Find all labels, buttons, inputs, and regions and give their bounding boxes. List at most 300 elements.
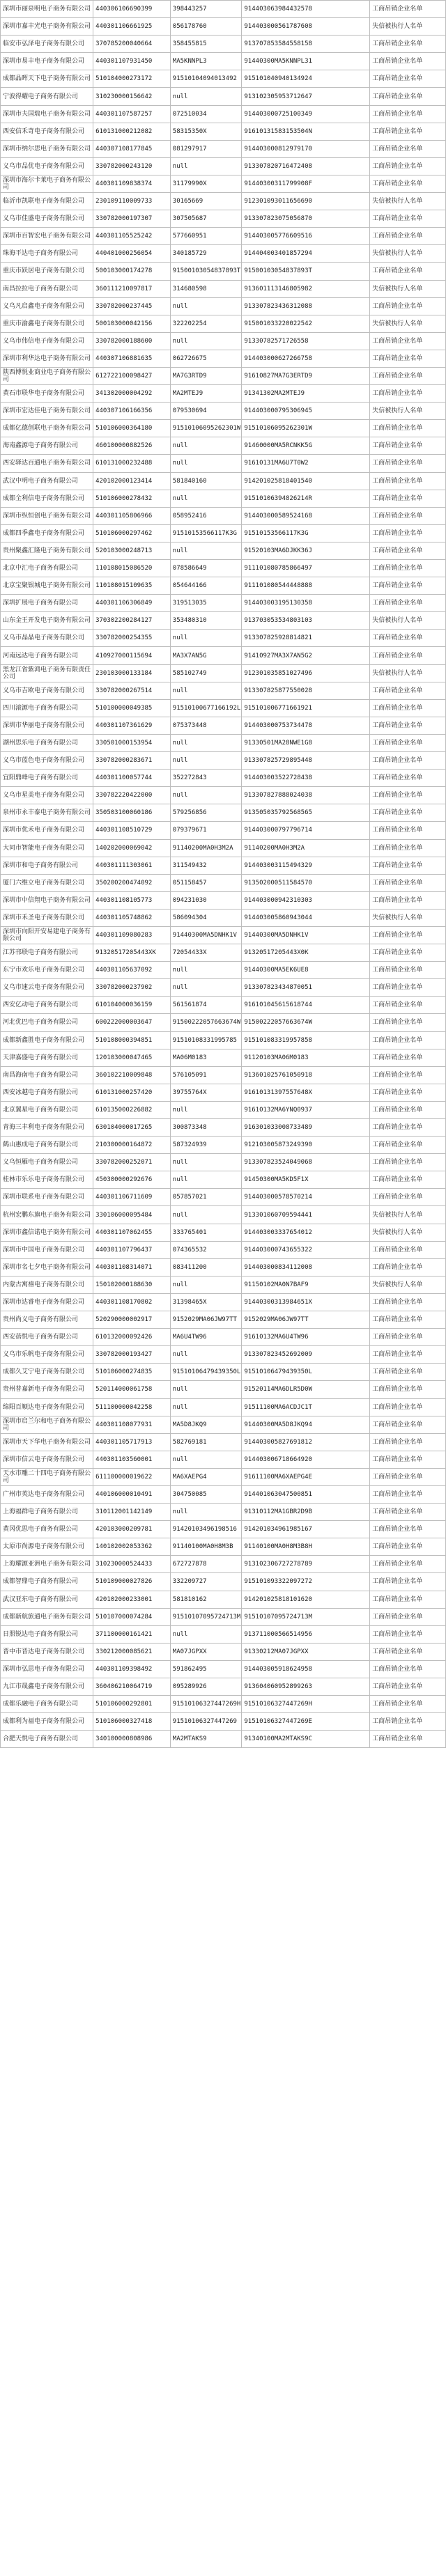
org-code-cell: 314680598	[170, 280, 242, 297]
table-row	[1, 752, 446, 770]
registration-number-cell: 440301105717913	[93, 1433, 171, 1451]
list-type-cell: 工商吊销企业名单	[370, 88, 446, 105]
company-name-cell: 天津嘉盛电子商务有限公司	[1, 1049, 93, 1066]
company-name-cell: 深圳市易丰电子商务有限公司	[1, 53, 93, 70]
table-row	[1, 1154, 446, 1171]
org-code-cell: null	[170, 1451, 242, 1468]
credit-code-cell: 911101080544448888	[242, 577, 370, 595]
org-code-cell: 31398465X	[170, 1293, 242, 1311]
org-code-cell: MA2MTAKS9	[170, 1731, 242, 1748]
table-row	[1, 350, 446, 367]
registration-number-cell: 510106000292801	[93, 1696, 171, 1713]
list-type-cell: 工商吊销企业名单	[370, 1713, 446, 1731]
table-row	[1, 123, 446, 140]
credit-code-cell: 913307820716472408	[242, 157, 370, 175]
list-type-cell: 工商吊销企业名单	[370, 1, 446, 18]
table-row	[1, 88, 446, 105]
company-name-cell: 深圳市启兰尔和电子商务有限公司	[1, 1416, 93, 1433]
company-name-cell: 成都智鼎电子商务有限公司	[1, 1573, 93, 1591]
list-type-cell: 工商吊销企业名单	[370, 175, 446, 192]
registration-number-cell: 440301108314071	[93, 1258, 171, 1276]
company-name-cell: 深圳市禾圣电子商务有限公司	[1, 909, 93, 926]
company-name-cell: 义乌市晶晶电子商务有限公司	[1, 630, 93, 647]
credit-code-cell: 914403003195130358	[242, 595, 370, 612]
company-name-cell: 厦门六维立电子商务有限公司	[1, 874, 93, 891]
org-code-cell: null	[170, 979, 242, 997]
org-code-cell: 91510153566117K3G	[170, 524, 242, 542]
credit-code-cell: 914403000942310303	[242, 891, 370, 909]
company-name-cell: 江苏邗联电子商务有限公司	[1, 944, 93, 962]
list-type-cell: 工商吊销企业名单	[370, 1678, 446, 1696]
registration-number-cell: 510104000273172	[93, 70, 171, 88]
list-type-cell: 工商吊销企业名单	[370, 1049, 446, 1066]
registration-number-cell: 330782220422000	[93, 787, 171, 804]
org-code-cell: null	[170, 1101, 242, 1118]
credit-code-cell: 91510107095724713M	[242, 1608, 370, 1625]
table-row	[1, 420, 446, 437]
table-row	[1, 228, 446, 245]
list-type-cell: 工商吊销企业名单	[370, 1608, 446, 1625]
list-type-cell: 失信被执行人名单	[370, 245, 446, 263]
table-row	[1, 909, 446, 926]
credit-code-cell: 91340100MA2MTAKS9C	[242, 1731, 370, 1748]
registration-number-cell: 440301106661925	[93, 18, 171, 36]
list-type-cell: 工商吊销企业名单	[370, 647, 446, 664]
list-type-cell: 工商吊销企业名单	[370, 839, 446, 857]
credit-code-cell: 914403000834112008	[242, 1258, 370, 1276]
registration-number-cell: 440301107361629	[93, 717, 171, 734]
list-type-cell: 工商吊销企业名单	[370, 1329, 446, 1346]
registration-number-cell: 520114000061758	[93, 1381, 171, 1398]
list-type-cell: 工商吊销企业名单	[370, 472, 446, 490]
table-row	[1, 612, 446, 630]
list-type-cell: 工商吊销企业名单	[370, 1398, 446, 1416]
credit-code-cell: 916101045615618744	[242, 997, 370, 1014]
registration-number-cell: 330782000283671	[93, 752, 171, 770]
org-code-cell: 31179990X	[170, 175, 242, 192]
registration-number-cell: 370785200040664	[93, 36, 171, 53]
list-type-cell: 工商吊销企业名单	[370, 1293, 446, 1311]
credit-code-cell: 91500222057663674W	[242, 1014, 370, 1031]
list-type-cell: 工商吊销企业名单	[370, 228, 446, 245]
table-row	[1, 595, 446, 612]
table-row	[1, 245, 446, 263]
org-code-cell: null	[170, 630, 242, 647]
registration-number-cell: 140102002053362	[93, 1538, 171, 1556]
credit-code-cell: 91520103MA6DJKK36J	[242, 542, 370, 559]
credit-code-cell: 91440300311799908F	[242, 175, 370, 192]
registration-number-cell: 410927000115694	[93, 647, 171, 664]
registration-number-cell: 510108000394851	[93, 1031, 171, 1049]
table-row	[1, 1625, 446, 1643]
company-name-cell: 深圳市宏达佳电子商务有限公司	[1, 403, 93, 420]
credit-code-cell: 913505035792568565	[242, 804, 370, 822]
table-row	[1, 1398, 446, 1416]
org-code-cell: 579256856	[170, 804, 242, 822]
credit-code-cell: 91510106095262301W	[242, 420, 370, 437]
credit-code-cell: 914403005776609516	[242, 228, 370, 245]
org-code-cell: 561561874	[170, 997, 242, 1014]
company-name-cell: 重庆市跃居电子商务有限公司	[1, 263, 93, 280]
company-name-cell: 临沂市凯联电子商务有限公司	[1, 193, 93, 210]
org-code-cell: MA3X7AN5G	[170, 647, 242, 664]
table-row	[1, 1381, 446, 1398]
org-code-cell: null	[170, 1276, 242, 1293]
table-row	[1, 1573, 446, 1591]
org-code-cell: 672727878	[170, 1556, 242, 1573]
company-name-cell: 鹤山惠成电子商务有限公司	[1, 1137, 93, 1154]
registration-number-cell: 612722100098427	[93, 367, 171, 384]
registration-number-cell: 440301111303061	[93, 857, 171, 874]
org-code-cell: null	[170, 734, 242, 751]
table-row	[1, 1189, 446, 1206]
registration-number-cell: 510106000274835	[93, 1364, 171, 1381]
table-row	[1, 804, 446, 822]
org-code-cell: null	[170, 1398, 242, 1416]
registration-number-cell: 520103000248713	[93, 542, 171, 559]
credit-code-cell: 91330782571726558	[242, 332, 370, 350]
credit-code-cell: 91140200MA0H3M2A	[242, 839, 370, 857]
list-type-cell: 工商吊销企业名单	[370, 1416, 446, 1433]
table-row	[1, 944, 446, 962]
org-code-cell: null	[170, 682, 242, 699]
credit-code-cell: 913307825877550028	[242, 682, 370, 699]
org-code-cell: 079379671	[170, 822, 242, 839]
list-type-cell: 工商吊销企业名单	[370, 699, 446, 717]
company-name-cell: 河南远达电子商务有限公司	[1, 647, 93, 664]
table-row	[1, 962, 446, 979]
org-code-cell: 91140100MA0H8M3B	[170, 1538, 242, 1556]
credit-code-cell: 915001033220022542	[242, 315, 370, 332]
credit-code-cell: 91330501MA28NWE1G8	[242, 734, 370, 751]
registration-number-cell: 330212000085621	[93, 1643, 171, 1660]
credit-code-cell: 91440300MA5DNHK1V	[242, 926, 370, 944]
registration-number-cell: 440301108170802	[93, 1293, 171, 1311]
list-type-cell: 工商吊销企业名单	[370, 157, 446, 175]
registration-number-cell: 440307106166356	[93, 403, 171, 420]
credit-code-cell: 91310112MA1GBR2D9B	[242, 1504, 370, 1521]
credit-code-cell: 913604060952899263	[242, 1678, 370, 1696]
table-row	[1, 1311, 446, 1329]
list-type-cell: 工商吊销企业名单	[370, 926, 446, 944]
company-name-cell: 内蒙古寓禧电子商务有限公司	[1, 1276, 93, 1293]
org-code-cell: 333765401	[170, 1224, 242, 1241]
org-code-cell: MA07JGPXX	[170, 1643, 242, 1660]
list-type-cell: 工商吊销企业名单	[370, 455, 446, 472]
credit-code-cell: 91511100MA6ACDJC1T	[242, 1398, 370, 1416]
table-row	[1, 891, 446, 909]
list-type-cell: 工商吊销企业名单	[370, 1556, 446, 1573]
registration-number-cell: 611100000019622	[93, 1468, 171, 1485]
registration-number-cell: 440301103560001	[93, 1451, 171, 1468]
table-row	[1, 630, 446, 647]
list-type-cell: 工商吊销企业名单	[370, 577, 446, 595]
credit-code-cell: 91520114MA6DLR5D0W	[242, 1381, 370, 1398]
registration-number-cell: 310230000156642	[93, 88, 171, 105]
org-code-cell: null	[170, 752, 242, 770]
credit-code-cell: 912301093011656690	[242, 193, 370, 210]
table-row	[1, 210, 446, 228]
credit-code-cell: 915101083319957858	[242, 1031, 370, 1049]
list-type-cell: 工商吊销企业名单	[370, 1538, 446, 1556]
list-type-cell: 工商吊销企业名单	[370, 1101, 446, 1118]
list-type-cell: 工商吊销企业名单	[370, 542, 446, 559]
registration-number-cell: 350200200474092	[93, 874, 171, 891]
credit-code-cell: 914403003522728438	[242, 770, 370, 787]
table-row	[1, 1066, 446, 1084]
org-code-cell: 074365532	[170, 1241, 242, 1258]
registration-number-cell: 150102000188630	[93, 1276, 171, 1293]
list-type-cell: 工商吊销企业名单	[370, 717, 446, 734]
table-row	[1, 839, 446, 857]
company-name-cell: 深圳市信云电子商务有限公司	[1, 1451, 93, 1468]
credit-code-cell: 914403005860943044	[242, 909, 370, 926]
table-row	[1, 403, 446, 420]
registration-number-cell: 350503100060186	[93, 804, 171, 822]
registration-number-cell: 440301107587257	[93, 105, 171, 123]
company-name-cell: 深圳市海尔卡莱电子商务有限公司	[1, 175, 93, 192]
table-row	[1, 1137, 446, 1154]
credit-code-cell: 91610827MA7G3ERTD9	[242, 367, 370, 384]
table-row	[1, 1049, 446, 1066]
company-name-cell: 陕西博悦业商业电子商务有限公司	[1, 367, 93, 384]
org-code-cell: 072510034	[170, 105, 242, 123]
list-type-cell: 失信被执行人名单	[370, 280, 446, 297]
company-name-cell: 西安亿动电子商务有限公司	[1, 997, 93, 1014]
table-row	[1, 1031, 446, 1049]
credit-code-cell: 913307823452692009	[242, 1346, 370, 1364]
table-row	[1, 1364, 446, 1381]
org-code-cell: 304750085	[170, 1485, 242, 1503]
company-name-cell: 成都亿德创联电子商务有限公司	[1, 420, 93, 437]
org-code-cell: 581840160	[170, 472, 242, 490]
credit-code-cell: 914403000795306945	[242, 403, 370, 420]
credit-code-cell: 914201034961985167	[242, 1521, 370, 1538]
company-name-cell: 西安冰越电子商务有限公司	[1, 1084, 93, 1101]
credit-code-cell: 914403006718664920	[242, 1451, 370, 1468]
list-type-cell: 失信被执行人名单	[370, 193, 446, 210]
list-type-cell: 工商吊销企业名单	[370, 1014, 446, 1031]
registration-number-cell: 510107000074284	[93, 1608, 171, 1625]
registration-number-cell: 440301105525242	[93, 228, 171, 245]
company-name-cell: 九江市晟鑫电子商务有限公司	[1, 1678, 93, 1696]
company-name-cell: 深圳市联系电子商务有限公司	[1, 1189, 93, 1206]
company-name-cell: 南昌海南电子商务有限公司	[1, 1066, 93, 1084]
org-code-cell: null	[170, 455, 242, 472]
company-name-cell: 深圳市利华达电子商务有限公司	[1, 350, 93, 367]
org-code-cell: 91510106327447269	[170, 1713, 242, 1731]
list-type-cell: 工商吊销企业名单	[370, 595, 446, 612]
company-name-cell: 义乌市蓝色电子商务有限公司	[1, 752, 93, 770]
credit-code-cell: 91610131MA6U7T0W2	[242, 455, 370, 472]
org-code-cell: null	[170, 157, 242, 175]
registration-number-cell: 440301106711609	[93, 1189, 171, 1206]
company-name-cell: 深圳市纳尔思电子商务有限公司	[1, 140, 93, 157]
company-name-cell: 义乌市佳盛电子商务有限公司	[1, 210, 93, 228]
list-type-cell: 工商吊销企业名单	[370, 36, 446, 53]
registration-number-cell: 330782000193427	[93, 1346, 171, 1364]
company-name-cell: 深圳市弘思电子商务有限公司	[1, 1660, 93, 1678]
org-code-cell: null	[170, 1381, 242, 1398]
credit-code-cell: 913307825928814821	[242, 630, 370, 647]
org-code-cell: 30165669	[170, 193, 242, 210]
credit-code-cell: 91610131583153504N	[242, 123, 370, 140]
table-row	[1, 507, 446, 524]
list-type-cell: 工商吊销企业名单	[370, 105, 446, 123]
credit-code-cell: 914403000561787608	[242, 18, 370, 36]
company-name-cell: 深圳市名七夕电子商务有限公司	[1, 1258, 93, 1276]
credit-code-cell: 91440300MA5EK6UE8	[242, 962, 370, 979]
org-code-cell: 398443257	[170, 1, 242, 18]
registration-number-cell: 600222000003647	[93, 1014, 171, 1031]
credit-code-cell: 914403000797796714	[242, 822, 370, 839]
table-row	[1, 1433, 446, 1451]
credit-code-cell: 91330212MA07JGPXX	[242, 1643, 370, 1660]
list-type-cell: 工商吊销企业名单	[370, 367, 446, 384]
org-code-cell: 91500103054837893T	[170, 263, 242, 280]
credit-code-cell: 913102306727278789	[242, 1556, 370, 1573]
registration-number-cell: 440301108077931	[93, 1416, 171, 1433]
company-name-cell: 宁波得耀电子商务有限公司	[1, 88, 93, 105]
table-row	[1, 1241, 446, 1258]
list-type-cell: 工商吊销企业名单	[370, 962, 446, 979]
company-name-cell: 成都全利信电子商务有限公司	[1, 490, 93, 507]
registration-number-cell: 440301106306849	[93, 595, 171, 612]
table-row	[1, 1713, 446, 1731]
credit-code-cell: 91440300313984651X	[242, 1293, 370, 1311]
table-row	[1, 175, 446, 192]
credit-code-cell: 913307823436312088	[242, 297, 370, 315]
credit-code-cell: 91150102MA0N7BAF9	[242, 1276, 370, 1293]
org-code-cell: 058952416	[170, 507, 242, 524]
company-name-cell: 义乌市速云电子商务有限公司	[1, 979, 93, 997]
list-type-cell: 工商吊销企业名单	[370, 1591, 446, 1608]
company-name-cell: 贵州聚鑫汇隆电子商务有限公司	[1, 542, 93, 559]
company-name-cell: 深圳市夫国瑞电子商务有限公司	[1, 105, 93, 123]
credit-code-cell: 915101093322097272	[242, 1573, 370, 1591]
org-code-cell: 056178760	[170, 18, 242, 36]
company-name-cell: 桂林市乐乐电子商务有限公司	[1, 1171, 93, 1189]
company-name-cell: 北京宝聚银城电子商务有限公司	[1, 577, 93, 595]
table-row	[1, 1451, 446, 1468]
org-code-cell: MA5KNNPL3	[170, 53, 242, 70]
org-code-cell: 91510108331995785	[170, 1031, 242, 1049]
table-row	[1, 367, 446, 384]
table-row	[1, 1538, 446, 1556]
registration-number-cell: 440301109080283	[93, 926, 171, 944]
company-name-cell: 深圳市华丽电子商务有限公司	[1, 717, 93, 734]
table-row	[1, 770, 446, 787]
registration-number-cell: 120103000047465	[93, 1049, 171, 1066]
org-code-cell: null	[170, 1154, 242, 1171]
list-type-cell: 工商吊销企业名单	[370, 350, 446, 367]
org-code-cell: 094231030	[170, 891, 242, 909]
registration-number-cell: 510106000364180	[93, 420, 171, 437]
table-row	[1, 1608, 446, 1625]
credit-code-cell: 91510153566117K3G	[242, 524, 370, 542]
list-type-cell: 工商吊销企业名单	[370, 822, 446, 839]
credit-code-cell: 91500103054837893T	[242, 263, 370, 280]
credit-code-cell: 91440300MA5D8JKQ94	[242, 1416, 370, 1433]
company-name-cell: 黄石市联华电子商务有限公司	[1, 385, 93, 403]
table-row	[1, 280, 446, 297]
list-type-cell: 工商吊销企业名单	[370, 70, 446, 88]
credit-code-cell: 914403005918624958	[242, 1660, 370, 1678]
table-row	[1, 70, 446, 88]
registration-number-cell: 500103000174278	[93, 263, 171, 280]
org-code-cell: 58315350X	[170, 123, 242, 140]
org-code-cell: 91510106095262301W	[170, 420, 242, 437]
list-type-cell: 工商吊销企业名单	[370, 804, 446, 822]
registration-number-cell: 440301107796437	[93, 1241, 171, 1258]
org-code-cell: 079530694	[170, 403, 242, 420]
company-name-cell: 成都四季鑫电子商务有限公司	[1, 524, 93, 542]
credit-code-cell: 91320517205443X0K	[242, 944, 370, 962]
registration-number-cell: 91320517205443XK	[93, 944, 171, 962]
credit-code-cell: 914201025818101620	[242, 1591, 370, 1608]
org-code-cell: 358455815	[170, 36, 242, 53]
table-row	[1, 647, 446, 664]
company-name-cell: 杭州宏鹏东旗电子商务有限公司	[1, 1206, 93, 1224]
registration-number-cell: 450300000292676	[93, 1171, 171, 1189]
credit-code-cell: 915101040940134924	[242, 70, 370, 88]
credit-code-cell: 913601113146805982	[242, 280, 370, 297]
credit-code-cell: 91440300MA5KNNPL31	[242, 53, 370, 70]
credit-code-cell: 91460000MA5RCNKK5G	[242, 437, 370, 455]
table-row	[1, 979, 446, 997]
table-row	[1, 1, 446, 18]
registration-number-cell: 310230000524433	[93, 1556, 171, 1573]
credit-code-cell: 91611100MA6XAEPG4E	[242, 1468, 370, 1485]
credit-code-cell: 91510106479439350L	[242, 1364, 370, 1381]
company-name-cell: 太原市尚源电子商务有限公司	[1, 1538, 93, 1556]
company-name-cell: 泉州市永丰泰电子商务有限公司	[1, 804, 93, 822]
registration-number-cell: 440301100057744	[93, 770, 171, 787]
registration-number-cell: 330782000237445	[93, 297, 171, 315]
org-code-cell: 91420103496198516	[170, 1521, 242, 1538]
registration-number-cell: 500103000042156	[93, 315, 171, 332]
registration-number-cell: 230109110009733	[93, 193, 171, 210]
table-row	[1, 332, 446, 350]
registration-number-cell: 630104000017265	[93, 1119, 171, 1137]
list-type-cell: 工商吊销企业名单	[370, 560, 446, 577]
org-code-cell: 075373448	[170, 717, 242, 734]
list-type-cell: 失信被执行人名单	[370, 403, 446, 420]
credit-code-cell: 912103005873249390	[242, 1137, 370, 1154]
company-name-cell: 西安信禾奇电子商务有限公司	[1, 123, 93, 140]
list-type-cell: 工商吊销企业名单	[370, 524, 446, 542]
company-name-cell: 临安市弘泽电子商务有限公司	[1, 36, 93, 53]
list-type-cell: 工商吊销企业名单	[370, 857, 446, 874]
list-type-cell: 工商吊销企业名单	[370, 1731, 446, 1748]
company-name-cell: 湖州思乐电子商务有限公司	[1, 734, 93, 751]
company-name-cell: 东宁市欢乐电子商务有限公司	[1, 962, 93, 979]
org-code-cell: 081297917	[170, 140, 242, 157]
org-code-cell: null	[170, 437, 242, 455]
org-code-cell: MA2MTEJ9	[170, 385, 242, 403]
list-type-cell: 工商吊销企业名单	[370, 1625, 446, 1643]
table-row	[1, 857, 446, 874]
org-code-cell: null	[170, 787, 242, 804]
table-row	[1, 1346, 446, 1364]
table-row	[1, 1731, 446, 1748]
company-name-cell: 成都乐融电子商务有限公司	[1, 1696, 93, 1713]
registration-number-cell: 510100000049385	[93, 699, 171, 717]
credit-code-cell: 91120103MA06M0183	[242, 1049, 370, 1066]
credit-code-cell: 914201025818401540	[242, 472, 370, 490]
registration-number-cell: 330782000243120	[93, 157, 171, 175]
registration-number-cell: 330782000267514	[93, 682, 171, 699]
